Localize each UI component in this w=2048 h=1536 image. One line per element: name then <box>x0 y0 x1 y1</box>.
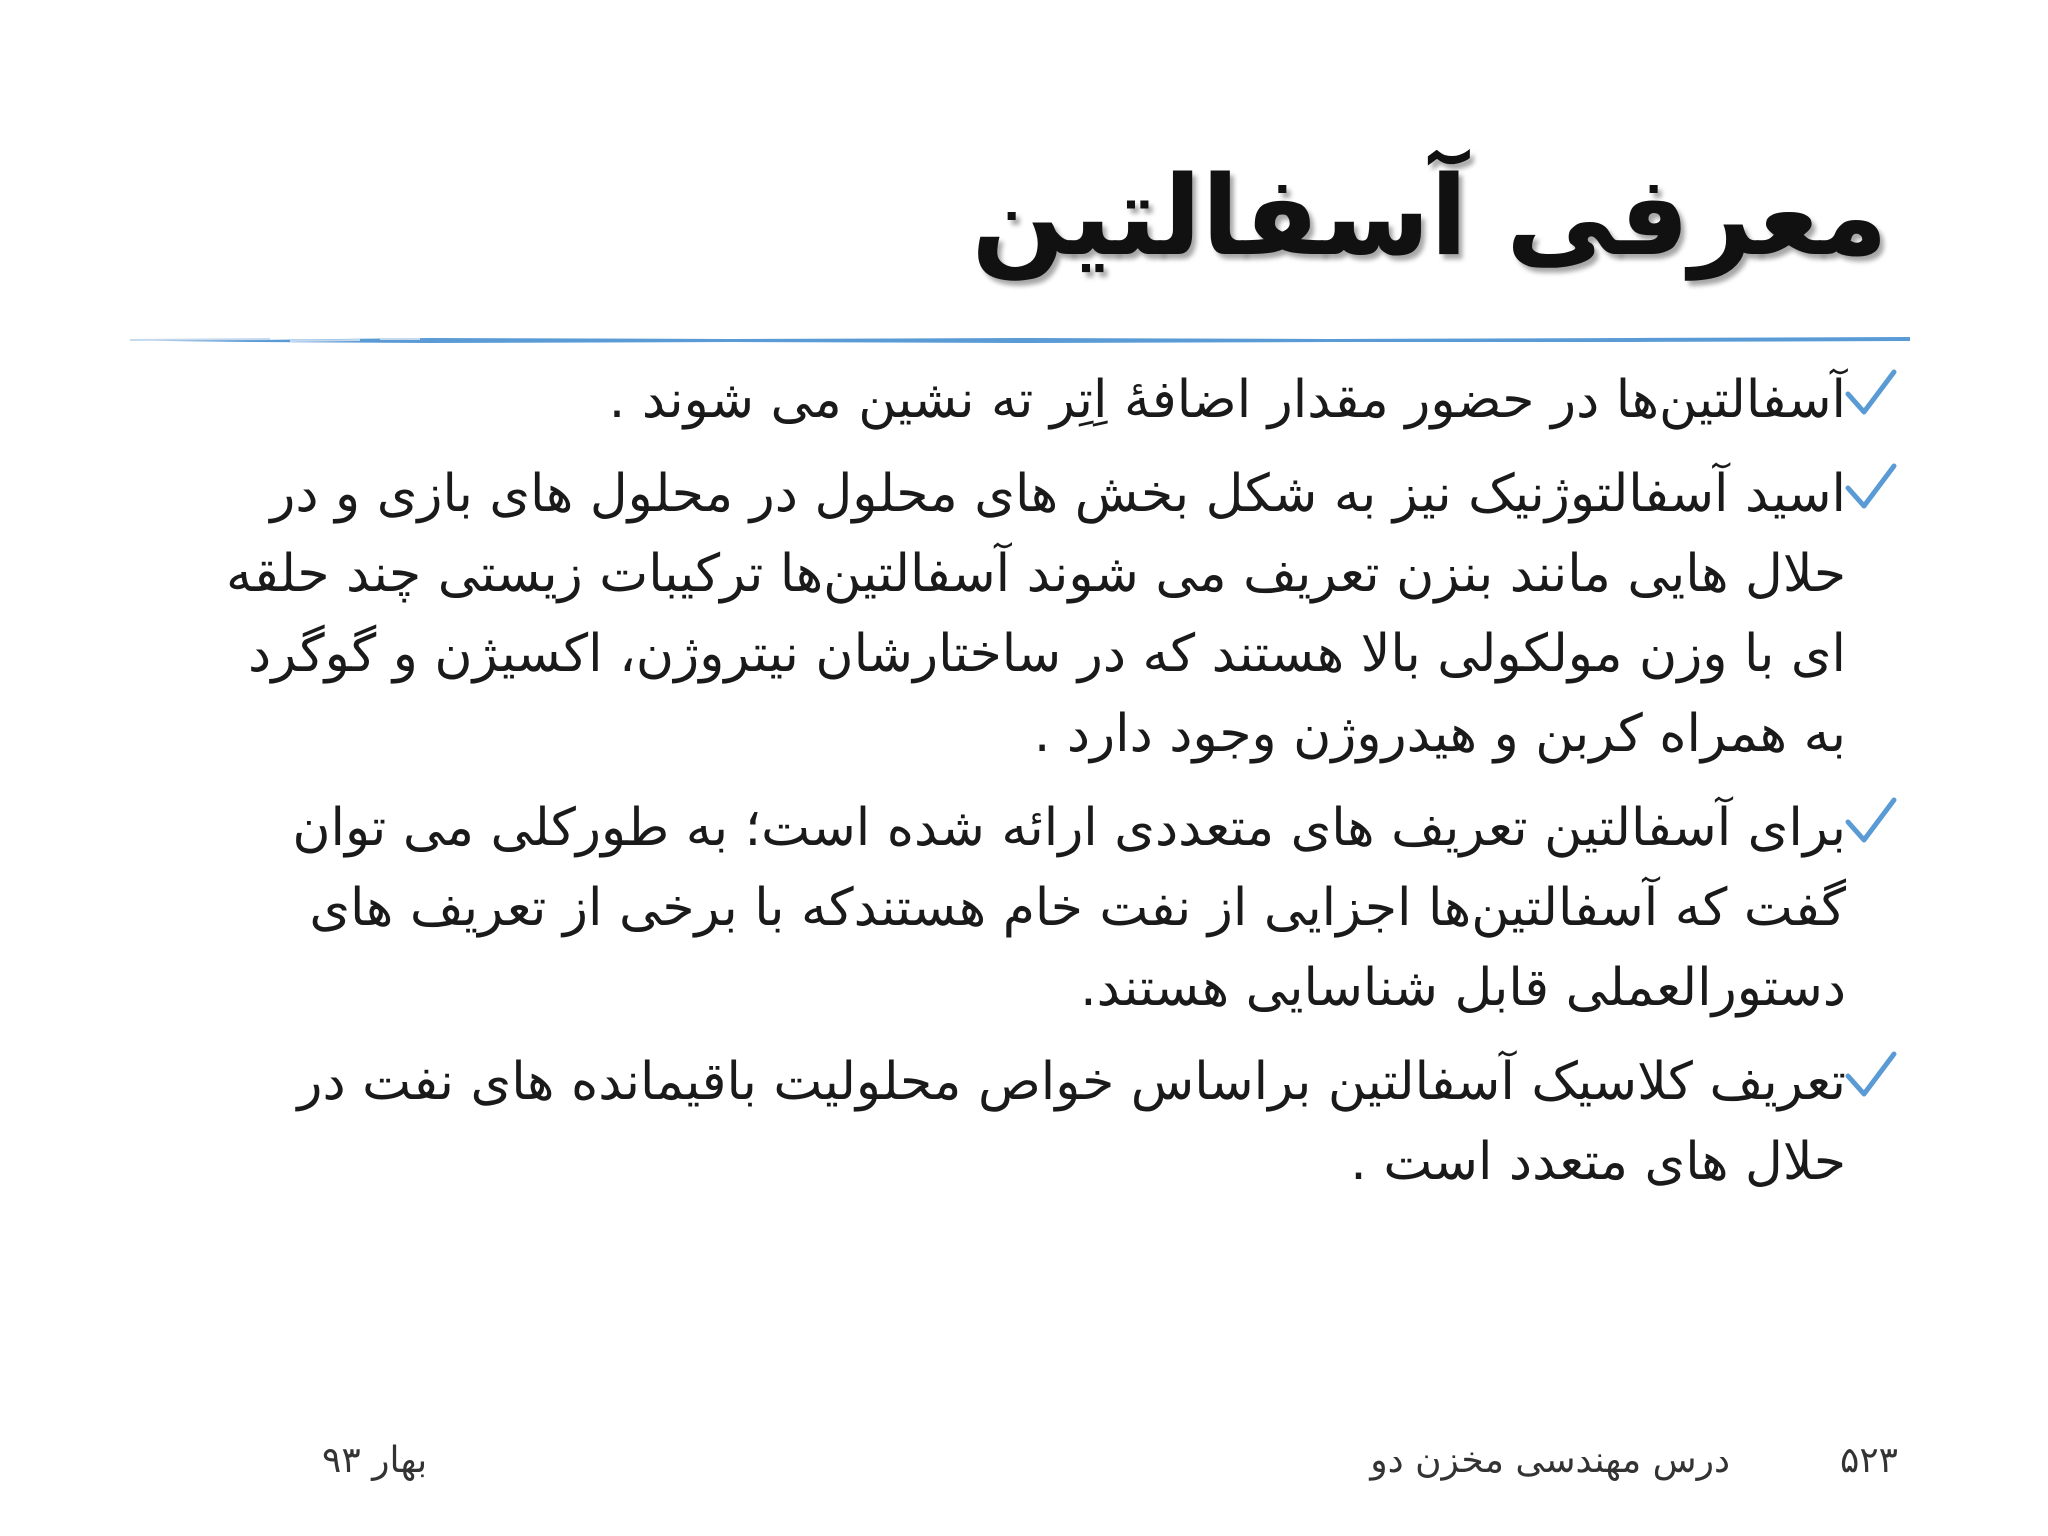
title-divider <box>130 332 1910 346</box>
slide-number: ۵۲۳ <box>1839 1440 1898 1481</box>
bullet-text: آسفالتین‌ها در حضور مقدار اضافۀ اِتِر ته نشین می شوند . <box>608 370 1846 430</box>
bullet-item <box>198 454 1898 774</box>
bullet-item <box>198 788 1898 1028</box>
footer-course-name: درس مهندسی مخزن دو <box>1370 1440 1730 1481</box>
slide-title: معرفی آسفالتین <box>971 152 1888 280</box>
bullet-list <box>198 360 1898 1216</box>
bullet-text: تعریف کلاسیک آسفالتین براساس خواص محلولیت باقیمانده های نفت در حلال های متعدد است . <box>297 1052 1846 1192</box>
bullet-text: اسید آسفالتوژنیک نیز به شکل بخش های محلول در محلول های بازی و در حلال هایی مانند بنزن تعریف می شوند آسفالتین‌ها ترکیبات زیستی چند حلقه ای با وزن مولکولی بالا هستند که در ساختارشان نیتروژن، اکسیژن و گوگرد به همراه کربن و هیدروژن وجود دارد . <box>225 464 1846 764</box>
footer-term: بهار ۹۳ <box>322 1440 428 1481</box>
check-icon <box>1844 794 1898 848</box>
bullet-item <box>198 1042 1898 1202</box>
check-icon <box>1844 366 1898 420</box>
bullet-text: برای آسفالتین تعریف های متعددی ارائه شده است؛ به طورکلی می توان گفت که آسفالتین‌ها اجزایی از نفت خام هستندکه با برخی از تعریف های دستورالعملی قابل شناسایی هستند. <box>292 798 1846 1018</box>
bullet-item <box>198 360 1898 440</box>
check-icon <box>1844 460 1898 514</box>
check-icon <box>1844 1048 1898 1102</box>
